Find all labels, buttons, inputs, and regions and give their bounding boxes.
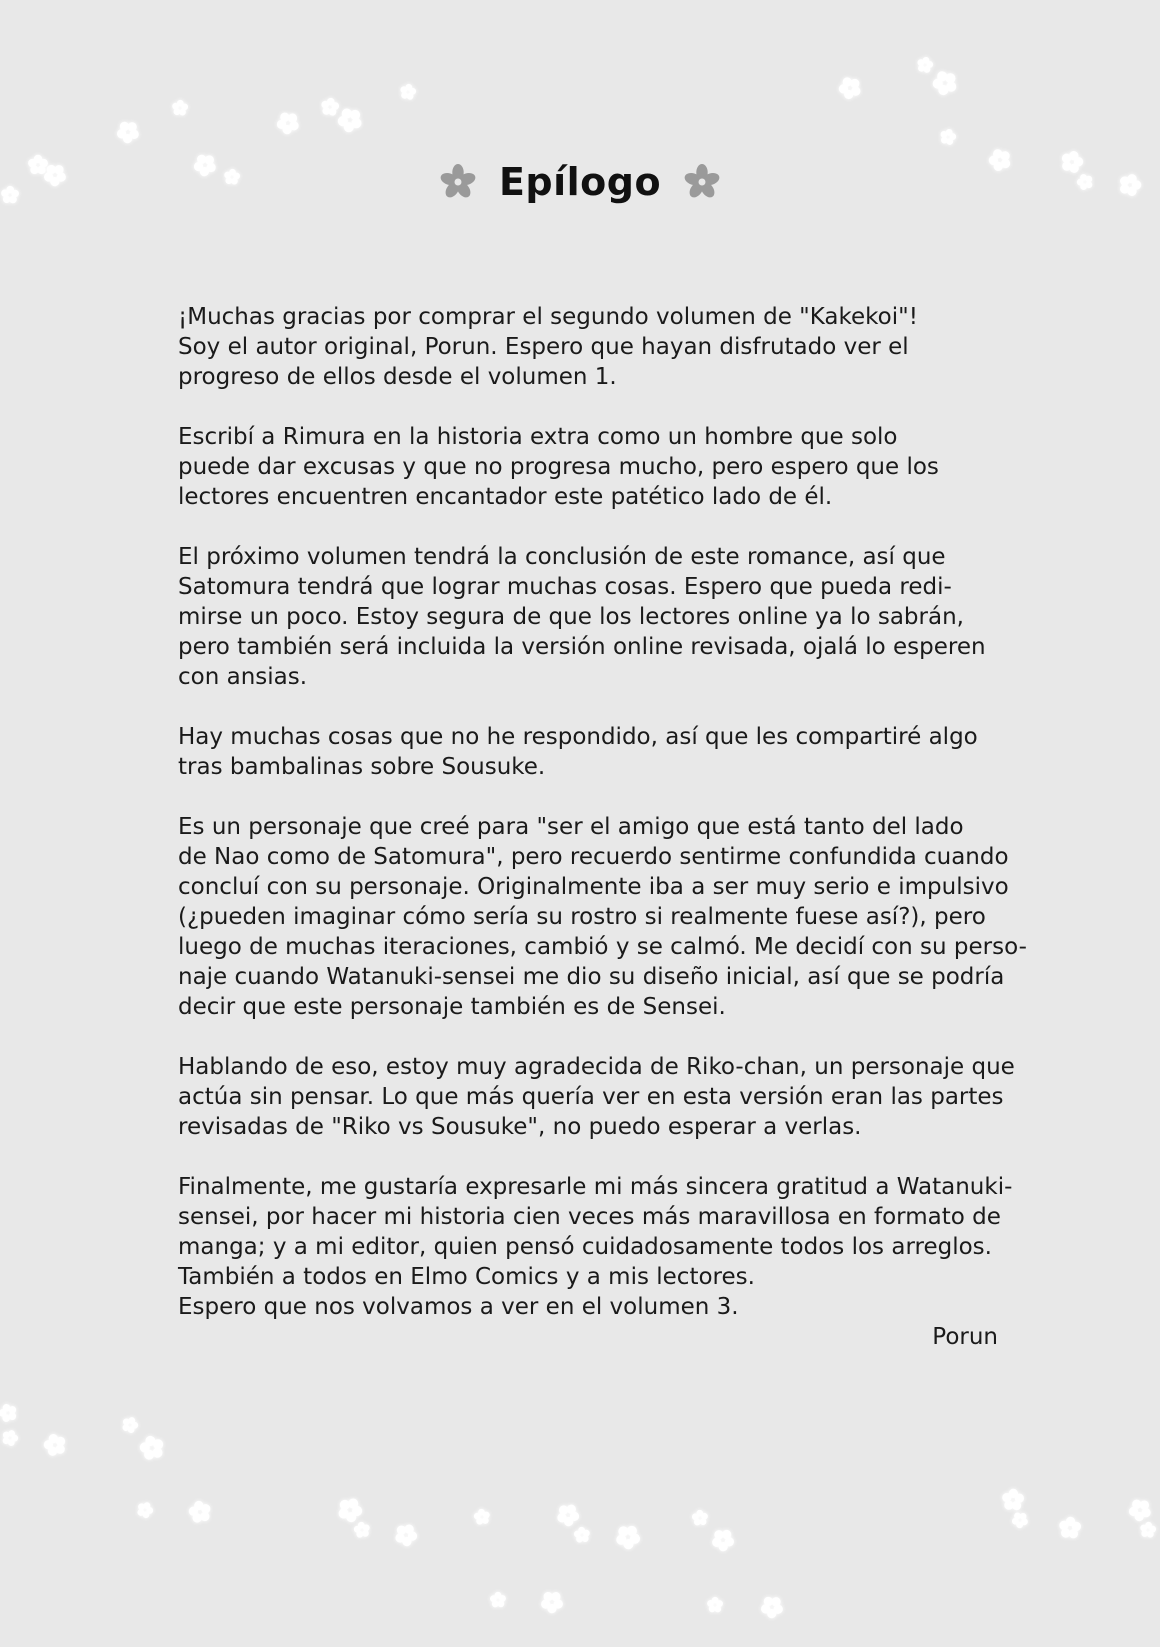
flower-icon (172, 99, 189, 116)
text-line: Es un personaje que creé para "ser el amigo que está tanto del lado (178, 814, 964, 840)
flower-icon (472, 1506, 493, 1527)
flower-icon (916, 55, 935, 73)
page-title: Epílogo (498, 160, 662, 204)
flower-icon (929, 66, 962, 99)
text-line: progreso de ellos desde el volumen 1. (178, 364, 617, 390)
text-line: Espero que nos volvamos a ver en el volumen 3. (178, 1294, 739, 1320)
flower-icon (757, 1591, 787, 1621)
text-line: ¡Muchas gracias por comprar el segundo volumen de "Kakekoi"! (178, 304, 918, 330)
text-line: mirse un poco. Estoy segura de que los lectores online ya lo sabrán, (178, 604, 964, 630)
paragraph (178, 1172, 1013, 1322)
text-line: Hay muchas cosas que no he respondido, así que les compartiré algo (178, 724, 978, 750)
flower-icon (572, 1525, 592, 1546)
paragraph (178, 542, 998, 692)
paragraph (178, 422, 998, 512)
paragraph (178, 1052, 1015, 1142)
flower-icon (399, 83, 417, 101)
text-line: actúa sin pensar. Lo que más quería ver en esta versión eran las partes (178, 1084, 1004, 1110)
text-line: naje cuando Watanuki-sensei me dio su diseño inicial, así que se podría (178, 964, 1005, 990)
flower-icon (320, 97, 340, 117)
flower-icon (334, 103, 367, 136)
epilogue-body (178, 302, 1027, 1352)
paragraph (178, 302, 998, 392)
text-line: Escribí a Rimura en la historia extra como un hombre que solo (178, 424, 898, 450)
text-line: luego de muchas iteraciones, cambió y se calmó. Me decidí con su perso- (178, 934, 1027, 960)
flower-icon (690, 1508, 710, 1528)
text-line: lectores encuentren encantador este patético lado de él. (178, 484, 833, 510)
text-line: Soy el autor original, Porun. Espero que hayan disfrutado ver el (178, 334, 909, 360)
paragraph (178, 722, 998, 782)
flower-icon (612, 1520, 644, 1552)
flower-icon (708, 1525, 738, 1555)
text-line: El próximo volumen tendrá la conclusión de este romance, así que (178, 544, 946, 570)
flower-icon (1002, 1488, 1025, 1510)
text-line: concluí con su personaje. Originalmente iba a ser muy serio e impulsivo (178, 874, 1009, 900)
title-block (0, 160, 1160, 205)
flower-icon (120, 1414, 140, 1434)
text-line: revisadas de "Riko vs Sousuke", no puedo esperar a verlas. (178, 1114, 862, 1140)
flower-icon (186, 1497, 215, 1526)
flower-icon (1058, 1516, 1082, 1539)
flower-icon (554, 1500, 583, 1529)
flower-icon (939, 127, 958, 146)
flower-icon (707, 1597, 723, 1613)
text-line: También a todos en Elmo Comics y a mis lectores. (178, 1264, 755, 1290)
flower-icon (683, 163, 721, 201)
flower-icon (0, 1400, 21, 1425)
flower-icon (113, 116, 143, 146)
flower-icon (1139, 1521, 1157, 1538)
flower-icon (1125, 1494, 1155, 1524)
text-line: (¿pueden imaginar cómo sería su rostro si realmente fuese así?), pero (178, 904, 986, 930)
flower-icon (1009, 1509, 1031, 1531)
text-line: manga; y a mi editor, quien pensó cuidadosamente todos los arreglos. (178, 1234, 992, 1260)
flower-icon (489, 1590, 509, 1610)
text-line: pero también será incluida la versión online revisada, ojalá lo esperen (178, 634, 986, 660)
text-line: Hablando de eso, estoy muy agradecida de Riko-chan, un personaje que (178, 1054, 1015, 1080)
paragraph (178, 812, 1027, 1022)
text-line: tras bambalinas sobre Sousuke. (178, 754, 546, 780)
text-line: sensei, por hacer mi historia cien veces más maravillosa en formato de (178, 1204, 1001, 1230)
flower-icon (537, 1587, 567, 1617)
flower-icon (135, 1499, 156, 1520)
text-line: puede dar excusas y que no progresa mucho, pero espero que los (178, 454, 939, 480)
flower-icon (0, 1428, 20, 1448)
flower-icon (392, 1520, 421, 1549)
flower-icon (835, 72, 865, 102)
text-line: con ansias. (178, 664, 308, 690)
text-line: de Nao como de Satomura", pero recuerdo sentirme confundida cuando (178, 844, 1009, 870)
flower-icon (352, 1519, 373, 1540)
flower-icon (335, 1494, 367, 1525)
flower-icon (41, 1430, 71, 1460)
flower-icon (439, 163, 477, 201)
text-line: decir que este personaje también es de Sensei. (178, 994, 726, 1020)
author-signature: Porun (932, 1324, 998, 1350)
text-line: Finalmente, me gustaría expresarle mi más sincera gratitud a Watanuki- (178, 1174, 1013, 1200)
flower-icon (273, 107, 303, 137)
flower-icon (137, 1432, 169, 1464)
text-line: Satomura tendrá que lograr muchas cosas. Espero que pueda redi- (178, 574, 952, 600)
